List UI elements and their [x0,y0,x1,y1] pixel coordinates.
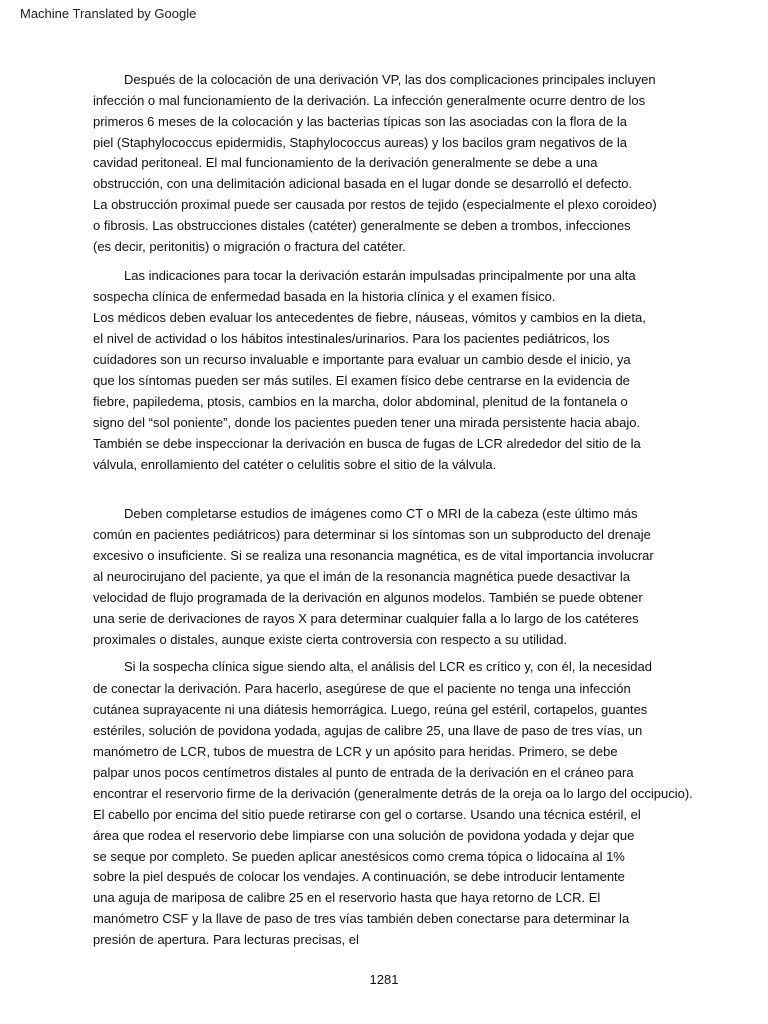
text-line: válvula, enrollamiento del catéter o celulitis sobre el sitio de la válvula. [93,457,497,472]
text-line: cuidadores son un recurso invaluable e importante para evaluar un cambio desde el inicio, ya [93,352,631,367]
text-line: signo del “sol poniente”, donde los pacientes pueden tener una mirada persistente hacia abajo. [93,415,641,430]
text-line: Deben completarse estudios de imágenes como CT o MRI de la cabeza (este último más [124,506,638,521]
text-line: cutánea suprayacente ni una diátesis hemorrágica. Luego, reúna gel estéril, cortapelos, guantes [93,702,648,717]
text-line: También se debe inspeccionar la derivación en busca de fugas de LCR alrededor del sitio de la [93,436,641,451]
machine-translated-label: Machine Translated by Google [20,6,197,21]
text-line: encontrar el reservorio firme de la derivación (generalmente detrás de la oreja oa lo largo del occipucio). [93,786,693,801]
text-line: infección o mal funcionamiento de la derivación. La infección generalmente ocurre dentro de los [93,93,646,108]
text-line: manómetro CSF y la llave de paso de tres vías también deben conectarse para determinar la [93,911,630,926]
text-line: sobre la piel después de colocar los vendajes. A continuación, se debe introducir lentamente [93,869,625,884]
text-line: una aguja de mariposa de calibre 25 en el reservorio hasta que haya retorno de LCR. El [93,890,601,905]
text-line: primeros 6 meses de la colocación y las bacterias típicas son las asociadas con la flora de la [93,114,627,129]
text-line: excesivo o insuficiente. Si se realiza una resonancia magnética, es de vital importancia involucrar [93,548,654,563]
text-line: Los médicos deben evaluar los antecedentes de fiebre, náuseas, vómitos y cambios en la dieta, [93,310,646,325]
text-line: que los síntomas pueden ser más sutiles. El examen físico debe centrarse en la evidencia de [93,373,630,388]
text-line: Después de la colocación de una derivación VP, las dos complicaciones principales incluyen [124,72,656,87]
text-line: Si la sospecha clínica sigue siendo alta, el análisis del LCR es crítico y, con él, la necesidad [124,659,652,674]
text-line: Las indicaciones para tocar la derivación estarán impulsadas principalmente por una alta [124,268,636,283]
text-line: manómetro de LCR, tubos de muestra de LCR y un apósito para heridas. Primero, se debe [93,744,618,759]
text-line: (es decir, peritonitis) o migración o fractura del catéter. [93,239,406,254]
text-line: piel (Staphylococcus epidermidis, Staphylococcus aureas) y los bacilos gram negativos de la [93,135,627,150]
text-line: obstrucción, con una delimitación adicional basada en el lugar donde se desarrolló el defecto. [93,176,633,191]
text-line: estériles, solución de povidona yodada, agujas de calibre 25, una llave de paso de tres vías, un [93,723,643,738]
text-line: área que rodea el reservorio debe limpiarse con una solución de povidona yodada y dejar que [93,828,635,843]
text-line: palpar unos pocos centímetros distales al punto de entrada de la derivación en el cráneo para [93,765,634,780]
text-line: presión de apertura. Para lecturas precisas, el [93,932,359,947]
text-line: se seque por completo. Se pueden aplicar anestésicos como crema tópica o lidocaína al 1% [93,849,625,864]
text-line: común en pacientes pediátricos) para determinar si los síntomas son un subproducto del drenaje [93,527,651,542]
text-line: el nivel de actividad o los hábitos intestinales/urinarios. Para los pacientes pediátricos, los [93,331,610,346]
text-line: al neurocirujano del paciente, ya que el imán de la resonancia magnética puede desactivar la [93,569,630,584]
text-line: fiebre, papiledema, ptosis, cambios en la marcha, dolor abdominal, plenitud de la fontanela o [93,394,628,409]
text-line: cavidad peritoneal. El mal funcionamiento de la derivación generalmente se debe a una [93,155,598,170]
text-line: proximales o distales, aunque existe cierta controversia con respecto a su utilidad. [93,632,568,647]
text-line: El cabello por encima del sitio puede retirarse con gel o cortarse. Usando una técnica estéril, el [93,807,641,822]
text-line: de conectar la derivación. Para hacerlo, asegúrese de que el paciente no tenga una infección [93,681,631,696]
text-line: una serie de derivaciones de rayos X para determinar cualquier falla a lo largo de los catéteres [93,611,639,626]
text-line: La obstrucción proximal puede ser causada por restos de tejido (especialmente el plexo coroideo) [93,197,657,212]
text-line: o fibrosis. Las obstrucciones distales (catéter) generalmente se deben a trombos, infecciones [93,218,631,233]
page-number: 1281 [369,972,399,987]
text-line: sospecha clínica de enfermedad basada en la historia clínica y el examen físico. [93,289,556,304]
text-line: velocidad de flujo programada de la derivación en algunos modelos. También se puede obtener [93,590,643,605]
